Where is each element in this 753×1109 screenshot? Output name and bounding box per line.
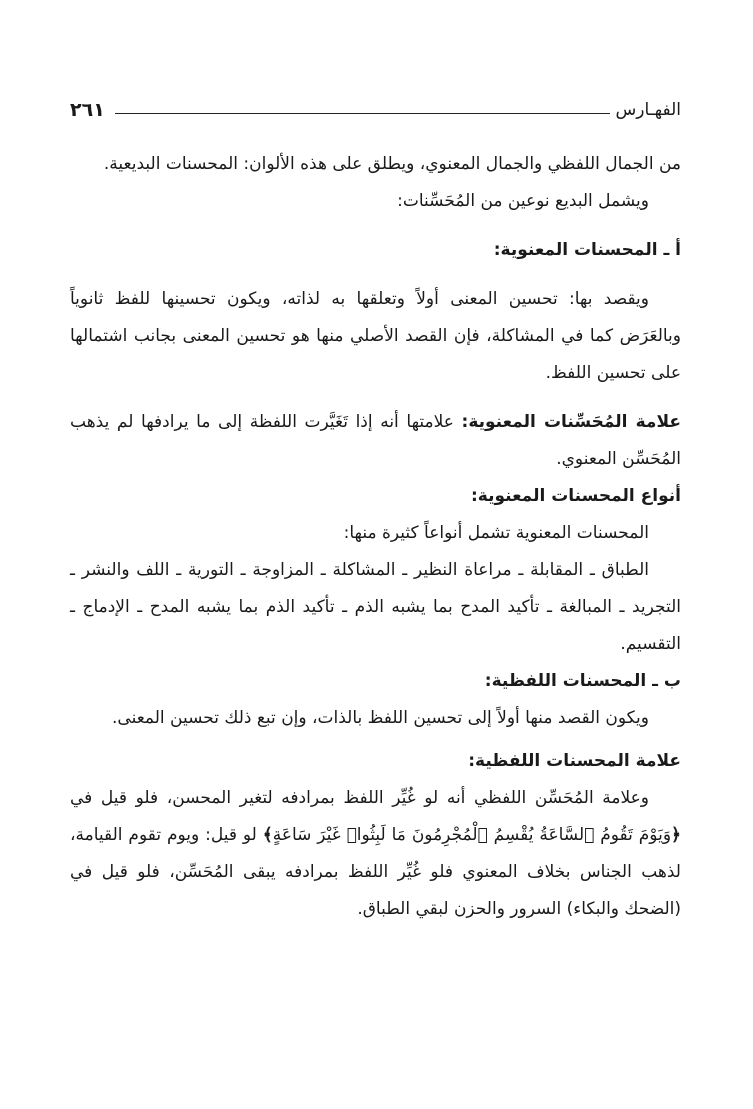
heading-semantic-embellishments: أ ـ المحسنات المعنوية: [493, 240, 681, 260]
quran-open-bracket: ﴿ [671, 825, 681, 845]
running-header [70, 92, 681, 120]
page-number: ٢٦١ [70, 99, 105, 121]
semantic-sign-text: علامتها أنه إذا تَغَيَّرت اللفظة إلى ما يرادفها لم يذهب المُحَسِّن المعنوي. [70, 412, 681, 469]
paragraph-semantic-definition: ويقصد بها: تحسين المعنى أولاً وتعلقها به لذاته، ويكون تحسينها للفظ ثانوياً وبالعَرَض كما في المشاكلة، فإن القصد الأصلي منها هو تحسين المعنى بجانب اشتمالها على تحسين اللفظ. [70, 289, 681, 383]
semantic-sign-label: علامة المُحَسِّنات المعنوية: [461, 412, 681, 432]
quran-close-bracket: ﴾ [262, 825, 273, 845]
heading-verbal-embellishments: ب ـ المحسنات اللفظية: [484, 671, 681, 691]
heading-semantic-types: أنواع المحسنات المعنوية: [470, 486, 681, 506]
paragraph-semantic-types-intro: المحسنات المعنوية تشمل أنواعاً كثيرة منها: [343, 523, 649, 543]
verbal-sign-text-b: لو قيل: ويوم تقوم القيامة، لذهب الجناس بخلاف المعنوي فلو غُيِّر اللفظ بمرادفه يبقى المُحَسِّن، فلو قيل في (الضحك والبكاء) السرور والحزن لبقي الطباق. [70, 825, 681, 919]
header-title: الفهـارس [615, 100, 681, 120]
page-body [70, 146, 681, 928]
paragraph-semantic-sign [70, 404, 681, 478]
paragraph-badi-types: ويشمل البديع نوعين من المُحَسِّنات: [397, 191, 649, 211]
header-rule [115, 113, 610, 114]
quran-verse: وَيَوْمَ تَقُومُ ٱلسَّاعَةُ يُقْسِمُ ٱلْمُجْرِمُونَ مَا لَبِثُوا۟ غَيْرَ سَاعَةٍ [272, 825, 672, 845]
paragraph-semantic-types-list: الطباق ـ المقابلة ـ مراعاة النظير ـ المشاكلة ـ المزاوجة ـ التورية ـ اللف والنشر ـ التجريد ـ المبالغة ـ تأكيد المدح بما يشبه الذم ـ تأكيد الذم بما يشبه المدح ـ الإدماج ـ التقسيم. [70, 560, 681, 654]
paragraph-verbal-definition: ويكون القصد منها أولاً إلى تحسين اللفظ بالذات، وإن تبع ذلك تحسين المعنى. [112, 708, 649, 728]
verbal-sign-text-a: وعلامة المُحَسِّن اللفظي أنه لو غُيِّر اللفظ بمرادفه لتغير المحسن، فلو قيل في [70, 788, 649, 808]
paragraph-verbal-sign [70, 780, 681, 928]
paragraph-intro-continued: من الجمال اللفظي والجمال المعنوي، ويطلق على هذه الألوان: المحسنات البديعية. [103, 154, 681, 174]
heading-verbal-sign: علامة المحسنات اللفظية: [468, 751, 681, 771]
